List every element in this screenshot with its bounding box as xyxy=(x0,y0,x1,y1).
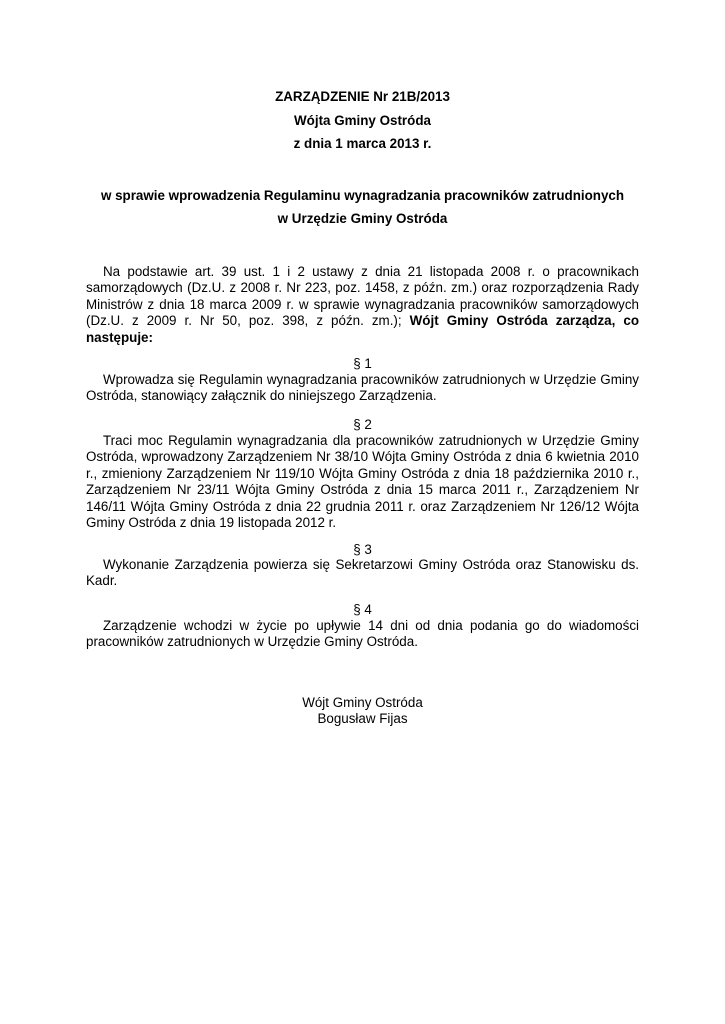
section-4-mark: § 4 xyxy=(353,602,372,617)
document-issuer: Wójta Gminy Ostróda xyxy=(294,113,431,128)
section-2-body xyxy=(86,433,639,531)
section-2-text: Traci moc Regulamin wynagradzania dla pracowników zatrudnionych w Urzędzie Gminy Ostróda, wprowadzony Zarządzeniem Nr 38/10 Wójta Gminy Ostróda z dnia 6 kwietnia 2010 r., zmieniony Zarządzeniem Nr 119/10 Wójta Gminy Ostróda z dnia 18 października 2010 r., Zarządzeniem Nr 23/11 Wójta Gminy Ostróda z dnia 15 marca 2011 r., Zarządzeniem Nr 146/11 Wójta Gminy Ostróda z dnia 22 grudnia 2011 r. oraz Zarządzeniem Nr 126/12 Wójta Gminy Ostróda z dnia 19 listopada 2012 r. xyxy=(86,433,639,531)
signature-title: Wójt Gminy Ostróda xyxy=(302,695,423,710)
section-1-mark: § 1 xyxy=(353,356,372,371)
signature-name: Bogusław Fijas xyxy=(317,711,408,726)
document-title: ZARZĄDZENIE Nr 21B/2013 xyxy=(275,89,450,104)
section-1-text: Wprowadza się Regulamin wynagradzania pracowników zatrudnionych w Urzędzie Gminy Ostróda, stanowiący załącznik do niniejszego Zarządzenia. xyxy=(86,372,639,404)
subject-line-2: w Urzędzie Gminy Ostróda xyxy=(277,211,448,226)
preamble xyxy=(86,264,639,346)
section-1-body xyxy=(86,372,639,405)
preamble-text: Na podstawie art. 39 ust. 1 i 2 ustawy z dnia 21 listopada 2008 r. o pracownikach samorządowych (Dz.U. z 2008 r. Nr 223, poz. 1458, z późn. zm.) oraz rozporządzenia Rady Ministrów z dnia 18 marca 2009 r. w sprawie wynagradzania pracowników samorządowych (Dz.U. z 2009 r. Nr 50, poz. 398, z późn. zm.); xyxy=(86,264,639,329)
preamble-paragraph xyxy=(86,264,639,346)
section-3-text: Wykonanie Zarządzenia powierza się Sekretarzowi Gminy Ostróda oraz Stanowisku ds. Kadr. xyxy=(86,557,639,589)
subject-line-1: w sprawie wprowadzenia Regulaminu wynagradzania pracowników zatrudnionych xyxy=(100,188,625,203)
preamble-bold-text: Wójt Gminy Ostróda zarządza, co następuje: xyxy=(86,313,639,345)
section-3-mark: § 3 xyxy=(353,542,372,557)
section-2-mark: § 2 xyxy=(353,417,372,432)
section-4-body xyxy=(86,618,639,651)
section-3-body xyxy=(86,557,639,590)
section-4-text: Zarządzenie wchodzi w życie po upływie 14 dni od dnia podania go do wiadomości pracowników zatrudnionych w Urzędzie Gminy Ostróda. xyxy=(86,618,639,650)
document-date: z dnia 1 marca 2013 r. xyxy=(293,136,432,151)
